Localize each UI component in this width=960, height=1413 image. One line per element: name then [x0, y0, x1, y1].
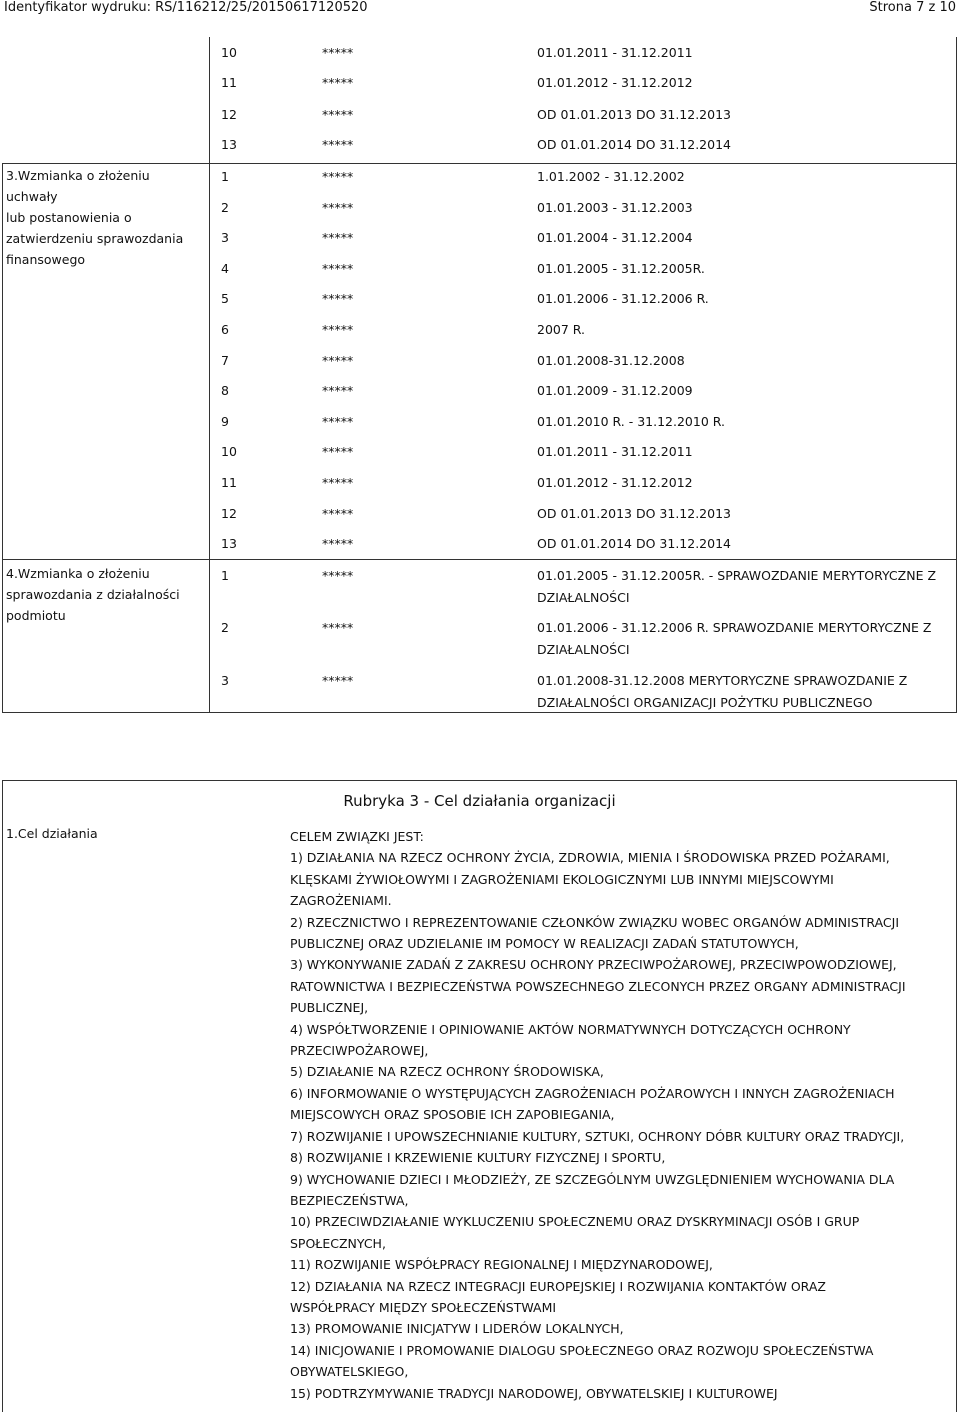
row-period: 01.01.2005 - 31.12.2005R. [537, 260, 705, 276]
row-number: 13 [221, 536, 237, 552]
row-period: 01.01.2004 - 31.12.2004 [537, 230, 693, 246]
row-period: 1.01.2002 - 31.12.2002 [537, 169, 685, 184]
rubric-line: OBYWATELSKIEGO, [290, 1364, 409, 1380]
table-divider [209, 37, 210, 713]
row-period: DZIAŁALNOŚCI [537, 642, 630, 657]
row-number: 12 [221, 107, 237, 122]
row-name-masked: ***** [322, 383, 354, 399]
rubric-section [2, 780, 957, 1412]
rubric-line: PRZECIWPOŻAROWEJ, [290, 1043, 429, 1059]
row-period: OD 01.01.2013 DO 31.12.2013 [537, 505, 731, 521]
row-period: 01.01.2005 - 31.12.2005R. - SPRAWOZDANIE MERYTORYCZNE Z [537, 568, 937, 583]
row-number: 13 [221, 137, 237, 152]
row-period: 01.01.2012 - 31.12.2012 [537, 475, 693, 490]
row-name-masked: ***** [322, 230, 354, 246]
print-identifier: Identyfikator wydruku: RS/116212/25/20150617120520 [4, 0, 368, 15]
row-number: 2 [221, 620, 229, 635]
rubric-line: PUBLICZNEJ, [290, 1000, 369, 1016]
rubric-line: 2) RZECZNICTWO I REPREZENTOWANIE CZŁONKÓW ZWIĄZKU WOBEC ORGANÓW ADMINISTRACJI [290, 914, 900, 930]
rubric-line: WSPÓŁPRACY MIĘDZY SPOŁECZEŃSTWAMI [290, 1299, 557, 1315]
rubric-line: 15) PODTRZYMYWANIE TRADYCJI NARODOWEJ, OBYWATELSKIEJ I KULTUROWEJ [290, 1385, 778, 1401]
rubric-line: CELEM ZWIĄZKI JEST: [290, 829, 424, 844]
row-number: 7 [221, 352, 229, 368]
row-number: 2 [221, 199, 229, 215]
rubric-title: Rubryka 3 - Cel działania organizacji [343, 792, 616, 810]
registry-table [2, 37, 957, 713]
rubric-line: RATOWNICTWA I BEZPIECZEŃSTWA POWSZECHNEGO ZLECONYCH PRZEZ ORGANY ADMINISTRACJI [290, 978, 906, 994]
row-name-masked: ***** [322, 169, 354, 184]
section3-label [6, 165, 196, 270]
row-period: 01.01.2009 - 31.12.2009 [537, 383, 693, 399]
table-border-left [2, 163, 3, 713]
rubric-line: 7) ROZWIJANIE I UPOWSZECHNIANIE KULTURY, SZTUKI, OCHRONY DÓBR KULTURY ORAZ TRADYCJI, [290, 1128, 905, 1144]
row-name-masked: ***** [322, 107, 354, 122]
section4-label [6, 563, 196, 626]
row-name-masked: ***** [322, 75, 354, 90]
rubric-line: 4) WSPÓŁTWORZENIE I OPINIOWANIE AKTÓW NORMATYWNYCH DOTYCZĄCYCH OCHRONY [290, 1021, 851, 1037]
section4-label-line: podmiotu [6, 608, 66, 623]
page-number: Strona 7 z 10 [869, 0, 956, 15]
row-period: DZIAŁALNOŚCI [537, 590, 630, 605]
row-name-masked: ***** [322, 137, 354, 152]
rubric-line: 1) DZIAŁANIA NA RZECZ OCHRONY ŻYCIA, ZDROWIA, MIENIA I ŚRODOWISKA PRZED POŻARAMI, [290, 850, 890, 866]
row-period: 2007 R. [537, 322, 585, 337]
rubric-line: MIEJSCOWYCH ORAZ SPOSOBIE ICH ZAPOBIEGANIA, [290, 1107, 615, 1123]
section4-top-border [2, 559, 957, 560]
row-name-masked: ***** [322, 620, 354, 635]
rubric-line: PUBLICZNEJ ORAZ UDZIELANIE IM POMOCY W REALIZACJI ZADAŃ STATUTOWYCH, [290, 936, 799, 952]
rubric-line: 5) DZIAŁANIE NA RZECZ OCHRONY ŚRODOWISKA, [290, 1064, 604, 1080]
rubric-body [290, 826, 954, 1404]
table-bottom-border [2, 712, 957, 713]
table-border-right [956, 37, 957, 713]
section3-label-line: lub postanowienia o [6, 210, 132, 225]
row-period: DZIAŁALNOŚCI ORGANIZACJI POŻYTKU PUBLICZNEGO [537, 695, 873, 710]
rubric-line: KLĘSKAMI ŻYWIOŁOWYMI I ZAGROŻENIAMI EKOLOGICZNYMI LUB INNYMI MIEJSCOWYMI [290, 871, 834, 887]
rubric-line: 10) PRZECIWDZIAŁANIE WYKLUCZENIU SPOŁECZNEMU ORAZ DYSKRYMINACJI OSÓB I GRUP [290, 1214, 860, 1230]
section4-label-line: sprawozdania z działalności [6, 587, 180, 602]
rubric-line: BEZPIECZEŃSTWA, [290, 1192, 409, 1208]
row-period: 01.01.2006 - 31.12.2006 R. SPRAWOZDANIE MERYTORYCZNE Z [537, 620, 932, 635]
row-number: 9 [221, 413, 229, 429]
row-name-masked: ***** [322, 444, 354, 460]
row-number: 1 [221, 568, 229, 583]
section4-label-line: 4.Wzmianka o złożeniu [6, 566, 150, 581]
row-number: 1 [221, 169, 229, 184]
row-name-masked: ***** [322, 673, 354, 688]
row-number: 3 [221, 230, 229, 246]
rubric-border-top [2, 780, 957, 781]
section3-label-line: finansowego [6, 252, 86, 267]
row-name-masked: ***** [322, 352, 354, 368]
row-number: 11 [221, 75, 237, 90]
row-number: 8 [221, 383, 229, 399]
row-number: 11 [221, 475, 237, 490]
row-period: 01.01.2008-31.12.2008 [537, 352, 685, 368]
row-number: 12 [221, 505, 237, 521]
rubric-border-right [956, 780, 957, 1412]
row-name-masked: ***** [322, 322, 354, 337]
row-period: 01.01.2012 - 31.12.2012 [537, 75, 693, 90]
rubric-line: 8) ROZWIJANIE I KRZEWIENIE KULTURY FIZYCZNEJ I SPORTU, [290, 1150, 666, 1166]
row-period: OD 01.01.2014 DO 31.12.2014 [537, 536, 731, 552]
rubric-label: 1.Cel działania [6, 826, 98, 841]
row-name-masked: ***** [322, 260, 354, 276]
rubric-line: 11) ROZWIJANIE WSPÓŁPRACY REGIONALNEJ I MIĘDZYNARODOWEJ, [290, 1257, 713, 1273]
row-name-masked: ***** [322, 505, 354, 521]
row-number: 10 [221, 444, 237, 460]
row-number: 6 [221, 322, 229, 337]
row-number: 4 [221, 260, 229, 276]
row-name-masked: ***** [322, 568, 354, 583]
rubric-line: 14) INICJOWANIE I PROMOWANIE DIALOGU SPOŁECZNEGO ORAZ ROZWOJU SPOŁECZEŃSTWA [290, 1342, 874, 1358]
row-number: 3 [221, 673, 229, 688]
rubric-line: 6) INFORMOWANIE O WYSTĘPUJĄCYCH ZAGROŻENIACH POŻAROWYCH I INNYCH ZAGROŻENIACH [290, 1085, 895, 1101]
row-name-masked: ***** [322, 536, 354, 552]
section3-top-border [2, 163, 957, 164]
rubric-line: 3) WYKONYWANIE ZADAŃ Z ZAKRESU OCHRONY PRZECIWPOŻAROWEJ, PRZECIWPOWODZIOWEJ, [290, 957, 897, 973]
row-period: 01.01.2008-31.12.2008 MERYTORYCZNE SPRAWOZDANIE Z [537, 673, 908, 688]
rubric-line: ZAGROŻENIAMI. [290, 893, 392, 909]
row-number: 5 [221, 291, 229, 307]
row-period: 01.01.2006 - 31.12.2006 R. [537, 291, 709, 307]
row-period: 01.01.2011 - 31.12.2011 [537, 45, 693, 60]
rubric-line: 9) WYCHOWANIE DZIECI I MŁODZIEŻY, ZE SZCZEGÓLNYM UWZGLĘDNIENIEM WYCHOWANIA DLA [290, 1171, 895, 1187]
row-number: 10 [221, 45, 237, 60]
row-period: OD 01.01.2014 DO 31.12.2014 [537, 137, 731, 152]
rubric-line: SPOŁECZNYCH, [290, 1235, 386, 1251]
rubric-line: 13) PROMOWANIE INICJATYW I LIDERÓW LOKALNYCH, [290, 1321, 624, 1337]
row-period: 01.01.2003 - 31.12.2003 [537, 199, 693, 215]
section3-label-line: 3.Wzmianka o złożeniu uchwały [6, 168, 150, 204]
row-name-masked: ***** [322, 199, 354, 215]
rubric-border-left [2, 780, 3, 1412]
row-name-masked: ***** [322, 475, 354, 490]
section3-label-line: zatwierdzeniu sprawozdania [6, 231, 184, 246]
row-name-masked: ***** [322, 413, 354, 429]
row-name-masked: ***** [322, 291, 354, 307]
row-period: 01.01.2011 - 31.12.2011 [537, 444, 693, 460]
row-name-masked: ***** [322, 45, 354, 60]
row-period: 01.01.2010 R. - 31.12.2010 R. [537, 413, 725, 429]
rubric-line: 12) DZIAŁANIA NA RZECZ INTEGRACJI EUROPEJSKIEJ I ROZWIJANIA KONTAKTÓW ORAZ [290, 1278, 826, 1294]
row-period: OD 01.01.2013 DO 31.12.2013 [537, 107, 731, 122]
